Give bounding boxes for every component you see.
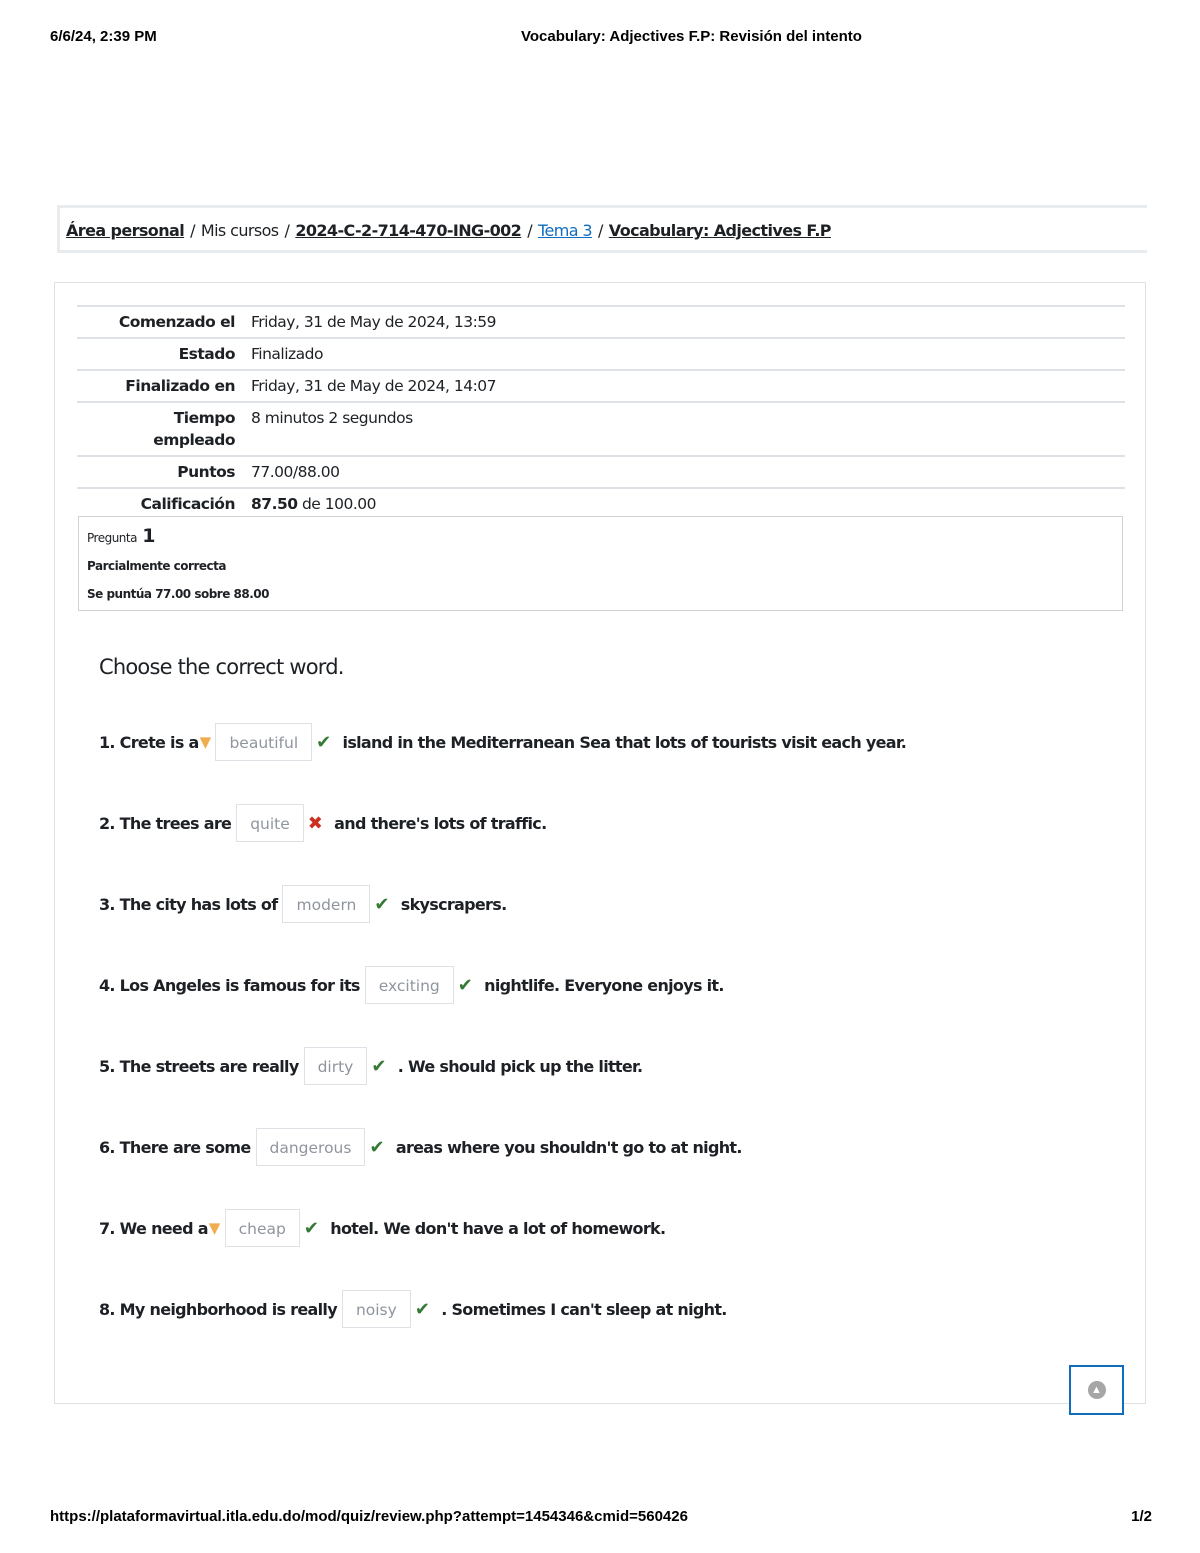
question-grade: Se puntúa 77.00 sobre 88.00 <box>87 587 269 601</box>
breadcrumb-separator: / <box>190 221 195 240</box>
item-text-before: 5. The streets are really <box>99 1056 299 1076</box>
check-icon: ✔ <box>303 1217 319 1239</box>
question-item <box>99 1208 665 1248</box>
answer-field[interactable]: quite <box>236 804 304 842</box>
item-text-after: . Sometimes I can't sleep at night. <box>441 1299 727 1319</box>
question-text: Choose the correct word. <box>99 655 344 679</box>
quiz-review-panel <box>54 282 1146 1404</box>
question-item <box>99 884 506 924</box>
answer-field[interactable]: dirty <box>304 1047 368 1085</box>
item-text-before: 8. My neighborhood is really <box>99 1299 337 1319</box>
check-icon: ✔ <box>414 1298 430 1320</box>
item-text-after: areas where you shouldn't go to at night. <box>395 1137 742 1157</box>
item-text-after: skyscrapers. <box>400 894 507 914</box>
question-info-box <box>78 516 1123 611</box>
attempt-summary-table <box>77 305 1125 519</box>
grade-label: Calificación <box>140 495 235 513</box>
finished-value: Friday, 31 de May de 2024, 14:07 <box>251 377 497 395</box>
item-text-after: hotel. We don't have a lot of homework. <box>330 1218 666 1238</box>
started-label: Comenzado el <box>118 313 235 331</box>
thumbs-down-icon: ▼ <box>199 733 211 751</box>
back-to-top-button[interactable] <box>1069 1365 1124 1415</box>
item-text-before: 3. The city has lots of <box>99 894 278 914</box>
answer-field[interactable]: exciting <box>365 966 454 1004</box>
question-item <box>99 1289 727 1329</box>
breadcrumb <box>66 221 831 240</box>
question-number <box>87 525 155 547</box>
breadcrumb-course[interactable]: 2024-C-2-714-470-ING-002 <box>295 221 522 240</box>
cross-icon: ✖ <box>307 812 323 834</box>
grade-value-bold: 87.50 <box>251 495 298 513</box>
breadcrumb-quiz[interactable]: Vocabulary: Adjectives F.P <box>608 221 831 240</box>
breadcrumb-mis-cursos: Mis cursos <box>200 221 279 240</box>
points-value: 77.00/88.00 <box>251 463 340 481</box>
answer-field[interactable]: noisy <box>342 1290 411 1328</box>
question-item <box>99 1046 642 1086</box>
question-item <box>99 1127 742 1167</box>
question-state: Parcialmente correcta <box>87 559 226 573</box>
answer-field[interactable]: beautiful <box>215 723 312 761</box>
breadcrumb-separator: / <box>597 221 603 240</box>
answer-field[interactable]: cheap <box>225 1209 300 1247</box>
breadcrumb-area-personal[interactable]: Área personal <box>66 221 185 240</box>
print-url: https://plataformavirtual.itla.edu.do/mod/quiz/review.php?attempt=1454346&cmid=560426 <box>50 1508 688 1525</box>
check-icon: ✔ <box>371 1055 386 1077</box>
breadcrumb-separator: / <box>284 221 290 240</box>
print-footer <box>50 1508 1152 1528</box>
check-icon: ✔ <box>457 974 473 996</box>
time-label <box>77 402 243 456</box>
item-text-after: nightlife. Everyone enjoys it. <box>484 975 724 995</box>
grade-value-rest: de 100.00 <box>297 495 376 513</box>
item-text-after: island in the Mediterranean Sea that lots of tourists visit each year. <box>342 732 907 752</box>
print-title: Vocabulary: Adjectives F.P: Revisión del intento <box>521 28 862 45</box>
item-text-before: 2. The trees are <box>99 813 232 833</box>
breadcrumb-bar <box>57 205 1147 253</box>
question-item <box>99 722 906 762</box>
state-value: Finalizado <box>251 345 323 363</box>
summary-row-state <box>77 338 1125 370</box>
check-icon: ✔ <box>316 731 331 753</box>
summary-row-finished <box>77 370 1125 402</box>
question-number-value: 1 <box>142 525 156 547</box>
points-label: Puntos <box>177 463 235 481</box>
arrow-up-icon: ▲ <box>1088 1381 1106 1399</box>
item-text-after: and there's lots of traffic. <box>334 813 547 833</box>
breadcrumb-separator: / <box>527 221 533 240</box>
print-datetime: 6/6/24, 2:39 PM <box>50 28 157 45</box>
item-text-before: 4. Los Angeles is famous for its <box>99 975 360 995</box>
breadcrumb-tema[interactable]: Tema 3 <box>538 221 592 240</box>
answer-field[interactable]: modern <box>282 885 370 923</box>
summary-row-grade <box>77 488 1125 519</box>
started-value: Friday, 31 de May de 2024, 13:59 <box>251 313 497 331</box>
time-value: 8 minutos 2 segundos <box>251 409 413 427</box>
summary-row-time <box>77 402 1125 456</box>
answer-field[interactable]: dangerous <box>256 1128 366 1166</box>
state-label: Estado <box>178 345 235 363</box>
question-label: Pregunta <box>87 531 137 545</box>
item-text-before: 6. There are some <box>99 1137 251 1157</box>
item-text-before: 1. Crete is a <box>99 732 199 752</box>
finished-label: Finalizado en <box>125 377 235 395</box>
question-item <box>99 965 724 1005</box>
thumbs-down-icon: ▼ <box>208 1219 220 1237</box>
question-item <box>99 803 546 843</box>
item-text-before: 7. We need a <box>99 1218 208 1238</box>
summary-row-points <box>77 456 1125 488</box>
time-label-line1: Tiempo <box>173 409 235 427</box>
time-label-line2: empleado <box>153 431 235 449</box>
item-text-after: . We should pick up the litter. <box>397 1056 643 1076</box>
check-icon: ✔ <box>369 1136 384 1158</box>
check-icon: ✔ <box>374 893 389 915</box>
summary-row-started <box>77 306 1125 338</box>
print-header <box>50 28 1152 48</box>
print-page-number: 1/2 <box>1131 1508 1152 1525</box>
grade-value <box>243 488 1125 519</box>
